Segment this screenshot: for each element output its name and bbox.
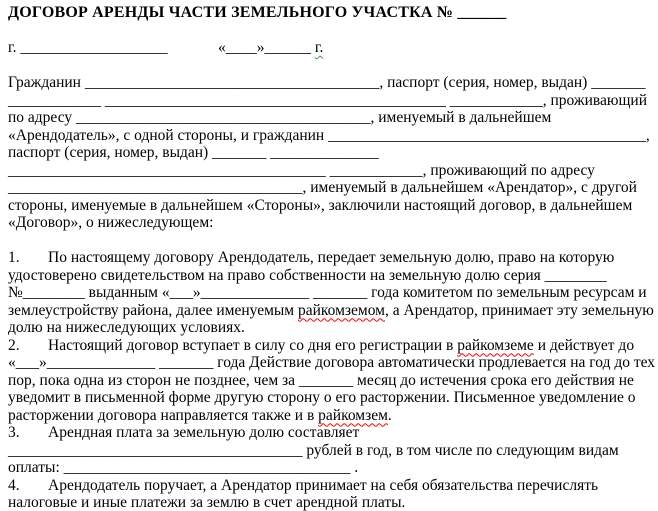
- clause-number: 4.: [8, 476, 20, 494]
- text-segment: «___»______________ _______ года Действие договора автоматически продлевается на год до тех: [8, 354, 656, 371]
- intro-line: [8, 74, 654, 92]
- blank-line: [8, 232, 654, 250]
- text-segment: по адресу ______________________________________, именуемый в дальнейшем: [8, 109, 552, 126]
- clause-2-line: [8, 407, 654, 425]
- clause-2-line: [8, 354, 654, 372]
- blank-line: [8, 22, 654, 40]
- clause-2-line: [8, 389, 654, 407]
- clause-3-line: [8, 459, 654, 477]
- clause-1-line: [8, 319, 654, 337]
- text-segment: расторжении договора направляется также и в: [8, 406, 319, 424]
- clause-1-line: [8, 267, 654, 285]
- blank-line: [8, 57, 654, 75]
- text-segment: Настоящий договор вступает в силу со дня его регистрации в: [48, 336, 458, 354]
- text-segment: ____________ ____________________________________________ ____________, проживающий: [8, 91, 648, 109]
- clause-number: 2.: [8, 336, 20, 354]
- text-segment: Арендная плата за земельную долю составляет: [48, 424, 360, 441]
- grammar-error-text: г.: [314, 39, 324, 56]
- text-segment: №________ выданным «___»______________ _______ года комитетом по земельным ресурсам и: [8, 284, 647, 301]
- intro-line: [8, 179, 654, 197]
- text-segment: , а Арендатор, принимает эту земельную: [385, 301, 654, 319]
- text-segment: «Договор», о нижеследующем:: [8, 214, 214, 231]
- text-segment: г. ___________________ «____»______: [8, 39, 315, 56]
- text-segment: По настоящему договору Арендодатель, передает земельную долю, право на которую: [48, 249, 615, 266]
- intro-line: [8, 92, 654, 110]
- text-segment: оплаты: _____________________________________ .: [8, 459, 359, 476]
- text-segment: удостоверено свидетельством на право собственности на земельную долю серия ________: [8, 266, 607, 284]
- clause-number: 1.: [8, 249, 20, 266]
- clause-4-line: [8, 477, 654, 495]
- city-date-line: [8, 39, 654, 57]
- intro-line: [8, 197, 654, 215]
- spell-error-text: райкомзем: [318, 406, 388, 424]
- doc-title: [8, 4, 654, 22]
- intro-line: [8, 144, 654, 162]
- intro-line: [8, 162, 654, 180]
- text-segment: налоговые и иные платежи за землю в счет арендной платы.: [8, 494, 406, 511]
- clause-2-line: [8, 337, 654, 355]
- text-segment: и действует до: [533, 336, 635, 354]
- intro-line: [8, 127, 654, 145]
- clause-1-line: [8, 249, 654, 267]
- clause-3-line: [8, 424, 654, 442]
- spell-error-text: райкомземом: [297, 301, 385, 319]
- text-segment: [8, 232, 12, 249]
- text-segment: «Арендодатель», с одной стороны, и гражданин _________________________________________,: [8, 126, 650, 144]
- text-segment: [8, 57, 12, 74]
- text-segment: Арендодатель поручает, а Арендатор принимает на себя обязательства перечислять: [48, 476, 599, 494]
- text-segment: ______________________________________, именуемый в дальнейшем «Арендатор», с другой: [8, 179, 637, 196]
- text-segment: ДОГОВОР АРЕНДЫ ЧАСТИ ЗЕМЕЛЬНОГО УЧАСТКА № ______: [8, 4, 507, 21]
- spell-error-text: райкомземе: [457, 336, 534, 354]
- clause-number: 3.: [8, 424, 20, 441]
- text-segment: Гражданин ______________________________________, паспорт (серия, номер, выдан) _______: [8, 74, 646, 91]
- text-segment: землеустройству района, далее именуемым: [8, 301, 298, 319]
- text-segment: паспорт (серия, номер, выдан) _______ ______________: [8, 144, 379, 161]
- text-segment: _________________________________________ ____________, проживающий по адресу: [8, 161, 595, 179]
- clause-1-line: [8, 302, 654, 320]
- text-segment: пор, пока одна из сторон не позднее, чем за _______ месяц до истечения срока его действия не: [8, 371, 634, 389]
- text-segment: стороны, именуемые в дальнейшем «Стороны», заключили настоящий договор, в дальнейшем: [8, 196, 633, 214]
- clause-1-line: [8, 284, 654, 302]
- clause-4-line: [8, 494, 654, 511]
- text-segment: .: [387, 406, 392, 424]
- intro-line: [8, 214, 654, 232]
- text-segment: [8, 22, 12, 39]
- clause-2-line: [8, 372, 654, 390]
- clause-3-line: [8, 442, 654, 460]
- intro-line: [8, 109, 654, 127]
- text-segment: уведомит в письменной форме другую сторону о его расторжении. Письменное уведомление о: [8, 389, 636, 406]
- text-segment: ______________________________________ рублей в год, в том числе по следующим видам: [8, 441, 619, 459]
- text-segment: долю на нижеследующих условиях.: [8, 319, 245, 336]
